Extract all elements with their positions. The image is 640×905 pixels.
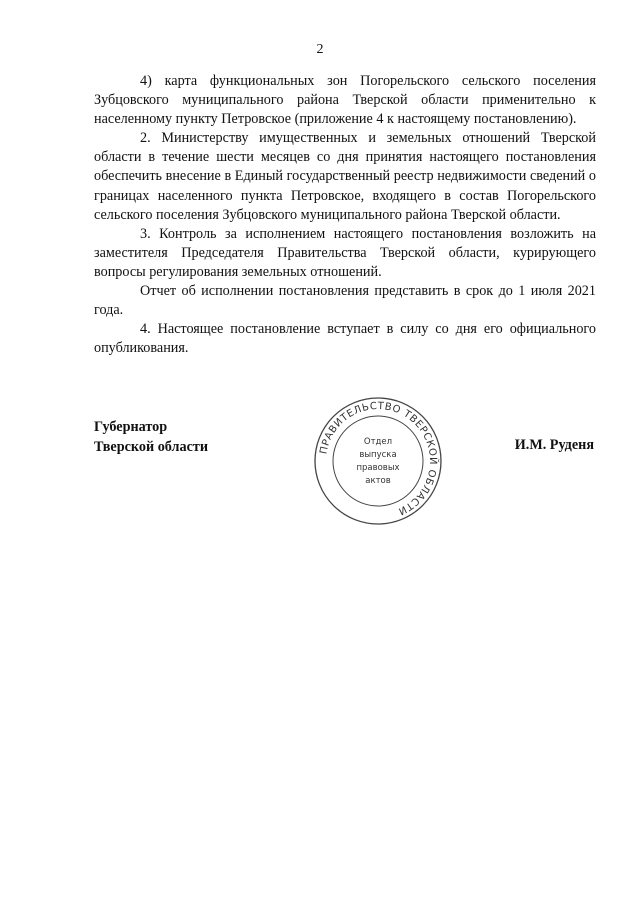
document-body [94, 72, 596, 358]
stamp-center-line-2: выпуска [359, 450, 397, 460]
paragraph-3-report: Отчет об исполнении постановления представить в срок до 1 июля 2021 года. [94, 283, 596, 319]
paragraph-3-control: 3. Контроль за исполнением настоящего постановления возложить на заместителя Председателя Правительства Тверской области, курирующего вопросы регулирования земельных отношений. [94, 225, 596, 280]
stamp-center-line-3: правовых [356, 463, 400, 473]
signatory-position-line2: Тверской области [94, 438, 209, 455]
official-stamp [313, 396, 443, 526]
paragraph-4-effective: 4. Настоящее постановление вступает в силу со дня его официального опубликования. [94, 321, 596, 357]
paragraph-item-4-map: 4) карта функциональных зон Погорельского сельского поселения Зубцовского муниципального района Тверской области применительно к населенному пункту Петровское (приложение 4 к настоящему постановлению). [94, 73, 596, 128]
signatory-position-line1: Губернатор [94, 419, 168, 435]
signatory-name: И.М. Руденя [514, 437, 594, 453]
stamp-center-line-4: актов [365, 476, 391, 486]
paragraph-2-ministry: 2. Министерству имущественных и земельных отношений Тверской области в течение шести месяцев со дня принятия настоящего постановления обеспечить внесение в Единый государственный реестр недвижимости сведений о границах населенного пункта Петровское, входящего в состав Погорельского сельского поселения Зубцовского муниципального района Тверской области. [94, 130, 596, 223]
signatory-position [94, 418, 208, 457]
stamp-center-line-1: Отдел [363, 437, 393, 447]
stamp-ring-text: ПРАВИТЕЛЬСТВО ТВЕРСКОЙ ОБЛАСТИ [318, 400, 439, 517]
page-number: 2 [316, 42, 324, 57]
